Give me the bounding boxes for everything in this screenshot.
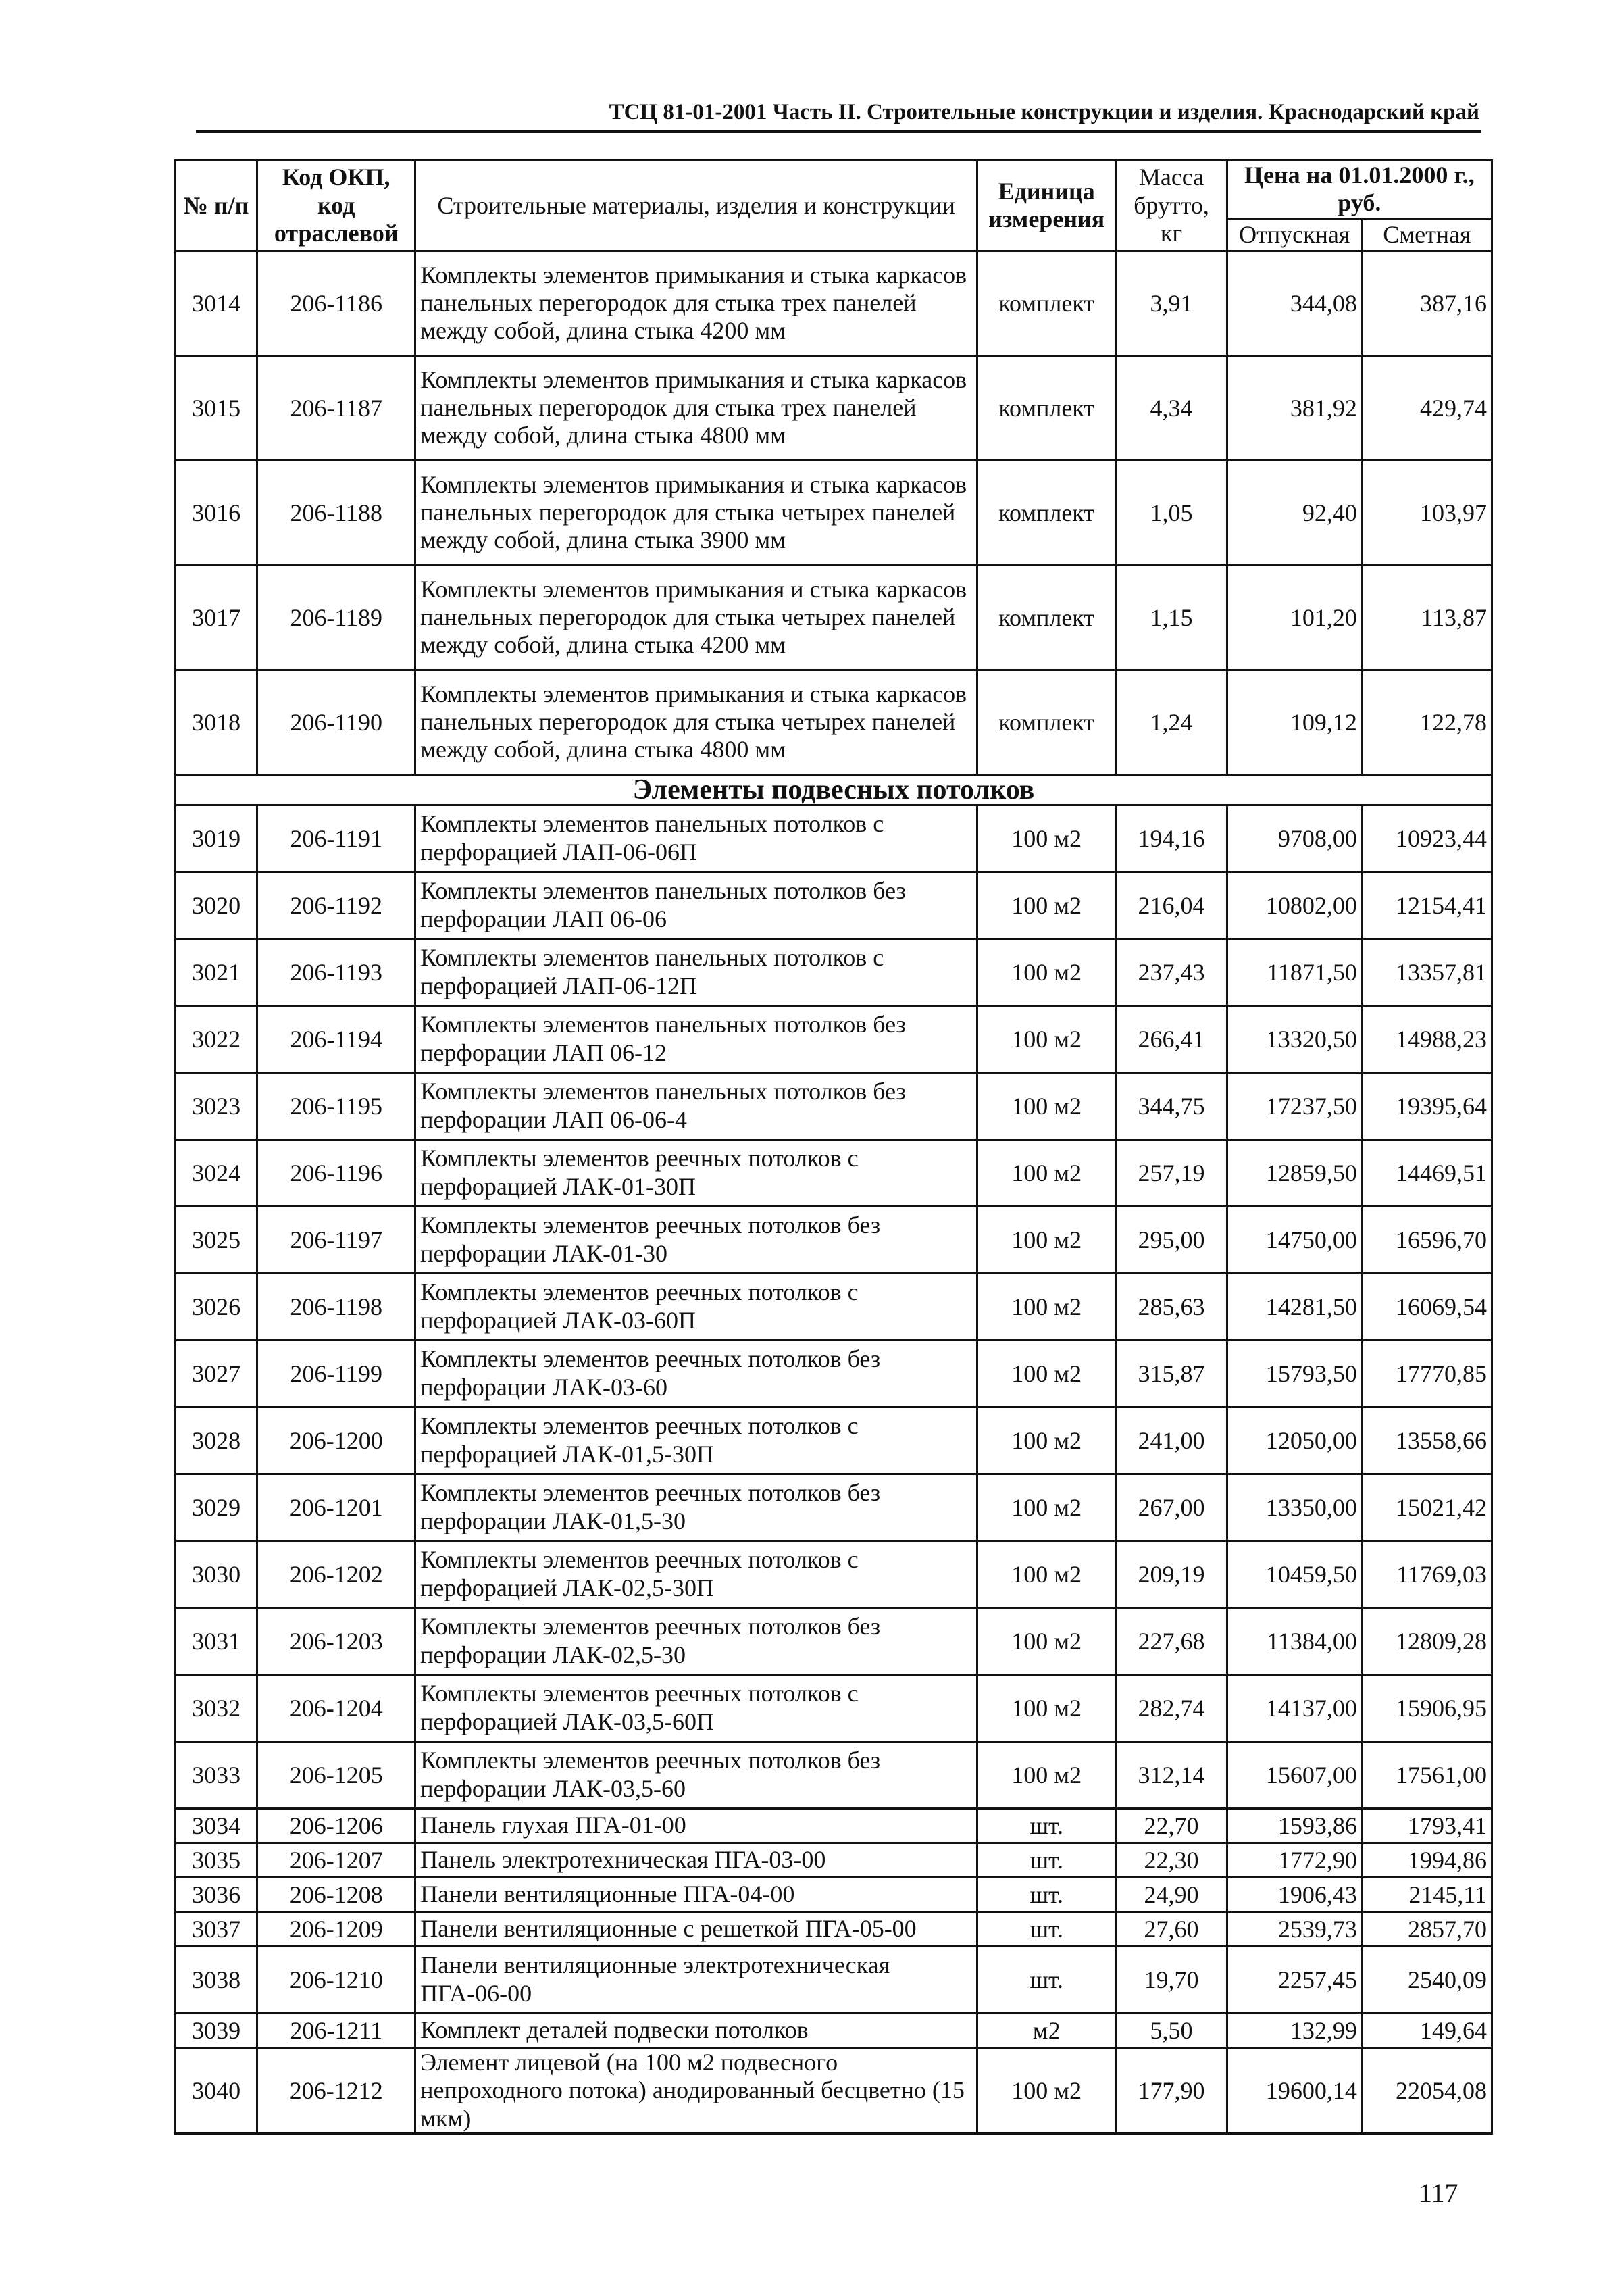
row-code: 206-1198	[257, 1273, 415, 1340]
row-mass: 344,75	[1116, 1072, 1227, 1139]
row-code: 206-1196	[257, 1139, 415, 1206]
row-unit: 100 м2	[977, 1273, 1116, 1340]
row-price-estimate: 13357,81	[1362, 939, 1492, 1005]
row-unit: 100 м2	[977, 872, 1116, 939]
row-mass: 216,04	[1116, 872, 1227, 939]
row-description: Комплект деталей подвески потолков	[415, 2013, 977, 2047]
row-unit: м2	[977, 2013, 1116, 2047]
table-row	[176, 1741, 1492, 1808]
row-mass: 227,68	[1116, 1607, 1227, 1674]
row-price-release: 19600,14	[1227, 2047, 1362, 2133]
row-mass: 295,00	[1116, 1206, 1227, 1273]
row-code: 206-1202	[257, 1541, 415, 1607]
row-code: 206-1207	[257, 1843, 415, 1877]
row-unit: 100 м2	[977, 1407, 1116, 1474]
row-price-estimate: 113,87	[1362, 565, 1492, 670]
row-unit: 100 м2	[977, 1541, 1116, 1607]
row-unit: шт.	[977, 1808, 1116, 1843]
row-price-release: 12859,50	[1227, 1139, 1362, 1206]
table-row	[176, 1206, 1492, 1273]
row-mass: 3,91	[1116, 251, 1227, 355]
row-price-release: 1906,43	[1227, 1877, 1362, 1912]
row-mass: 22,70	[1116, 1808, 1227, 1843]
row-number: 3030	[176, 1541, 257, 1607]
row-number: 3018	[176, 670, 257, 774]
row-mass: 24,90	[1116, 1877, 1227, 1912]
section-row	[176, 774, 1492, 805]
row-price-estimate: 1793,41	[1362, 1808, 1492, 1843]
row-code: 206-1192	[257, 872, 415, 939]
row-price-release: 13320,50	[1227, 1005, 1362, 1072]
row-price-estimate: 12809,28	[1362, 1607, 1492, 1674]
row-description: Комплекты элементов примыкания и стыка каркасов панельных перегородок для стыка трех панелей между собой, длина стыка 4800 мм	[415, 355, 977, 460]
row-code: 206-1212	[257, 2047, 415, 2133]
row-price-estimate: 15906,95	[1362, 1674, 1492, 1741]
row-code: 206-1205	[257, 1741, 415, 1808]
row-price-estimate: 122,78	[1362, 670, 1492, 774]
row-price-estimate: 11769,03	[1362, 1541, 1492, 1607]
row-description: Комплекты элементов реечных потолков с перфорацией ЛАК-03,5-60П	[415, 1674, 977, 1741]
table-body-section	[176, 774, 1492, 805]
col-header-price-estimate: Сметная	[1362, 218, 1492, 251]
row-price-release: 10459,50	[1227, 1541, 1362, 1607]
row-unit: 100 м2	[977, 1607, 1116, 1674]
row-code: 206-1187	[257, 355, 415, 460]
row-description: Комплекты элементов панельных потолков с перфорацией ЛАП-06-12П	[415, 939, 977, 1005]
row-price-estimate: 149,64	[1362, 2013, 1492, 2047]
row-code: 206-1200	[257, 1407, 415, 1474]
row-price-estimate: 2857,70	[1362, 1912, 1492, 1946]
table-row	[176, 2013, 1492, 2047]
section-title: Элементы подвесных потолков	[176, 774, 1492, 805]
row-description: Комплекты элементов примыкания и стыка каркасов панельных перегородок для стыка четырех панелей между собой, длина стыка 3900 мм	[415, 460, 977, 565]
table-row	[176, 939, 1492, 1005]
row-code: 206-1197	[257, 1206, 415, 1273]
row-unit: 100 м2	[977, 805, 1116, 872]
table-row	[176, 872, 1492, 939]
row-description: Комплекты элементов реечных потолков с перфорацией ЛАК-02,5-30П	[415, 1541, 977, 1607]
row-price-release: 2257,45	[1227, 1946, 1362, 2013]
table-row	[176, 1946, 1492, 2013]
col-header-price-group: Цена на 01.01.2000 г., руб.	[1227, 161, 1492, 219]
table-row	[176, 1912, 1492, 1946]
row-mass: 177,90	[1116, 2047, 1227, 2133]
table-row	[176, 805, 1492, 872]
row-mass: 1,24	[1116, 670, 1227, 774]
row-description: Комплекты элементов панельных потолков без перфорации ЛАП 06-06-4	[415, 1072, 977, 1139]
row-code: 206-1206	[257, 1808, 415, 1843]
table-row	[176, 355, 1492, 460]
table-row	[176, 1541, 1492, 1607]
row-code: 206-1193	[257, 939, 415, 1005]
table-body-partitions	[176, 251, 1492, 774]
row-mass: 19,70	[1116, 1946, 1227, 2013]
row-unit: 100 м2	[977, 1340, 1116, 1407]
row-unit: шт.	[977, 1877, 1116, 1912]
row-unit: комплект	[977, 355, 1116, 460]
row-price-estimate: 12154,41	[1362, 872, 1492, 939]
row-price-estimate: 16596,70	[1362, 1206, 1492, 1273]
row-code: 206-1204	[257, 1674, 415, 1741]
row-description: Комплекты элементов панельных потолков без перфорации ЛАП 06-06	[415, 872, 977, 939]
table-row	[176, 1607, 1492, 1674]
row-description: Комплекты элементов реечных потолков с перфорацией ЛАК-01-30П	[415, 1139, 977, 1206]
row-description: Элемент лицевой (на 100 м2 подвесного непроходного потока) анодированный бесцветно (15 мкм)	[415, 2047, 977, 2133]
row-unit: шт.	[977, 1843, 1116, 1877]
running-header: ТСЦ 81-01-2001 Часть II. Строительные конструкции и изделия. Краснодарский край	[609, 100, 1479, 124]
row-number: 3022	[176, 1005, 257, 1072]
row-price-estimate: 14988,23	[1362, 1005, 1492, 1072]
price-table	[174, 159, 1493, 2135]
row-code: 206-1186	[257, 251, 415, 355]
row-price-estimate: 387,16	[1362, 251, 1492, 355]
row-price-release: 14137,00	[1227, 1674, 1362, 1741]
table-body-ceilings	[176, 805, 1492, 1808]
row-unit: 100 м2	[977, 1206, 1116, 1273]
row-number: 3015	[176, 355, 257, 460]
row-price-estimate: 15021,42	[1362, 1474, 1492, 1541]
row-mass: 237,43	[1116, 939, 1227, 1005]
row-price-estimate: 429,74	[1362, 355, 1492, 460]
row-price-release: 381,92	[1227, 355, 1362, 460]
row-description: Панели вентиляционные электротехническая ПГА-06-00	[415, 1946, 977, 2013]
row-price-release: 12050,00	[1227, 1407, 1362, 1474]
table-row	[176, 1273, 1492, 1340]
row-mass: 1,05	[1116, 460, 1227, 565]
row-number: 3040	[176, 2047, 257, 2133]
row-mass: 27,60	[1116, 1912, 1227, 1946]
row-mass: 4,34	[1116, 355, 1227, 460]
row-unit: 100 м2	[977, 1741, 1116, 1808]
row-mass: 22,30	[1116, 1843, 1227, 1877]
row-price-release: 15607,00	[1227, 1741, 1362, 1808]
row-mass: 266,41	[1116, 1005, 1227, 1072]
table-header	[176, 161, 1492, 251]
row-unit: комплект	[977, 251, 1116, 355]
row-number: 3034	[176, 1808, 257, 1843]
col-header-num: № п/п	[176, 161, 257, 251]
row-price-estimate: 2145,11	[1362, 1877, 1492, 1912]
row-description: Комплекты элементов панельных потолков с перфорацией ЛАП-06-06П	[415, 805, 977, 872]
table-row	[176, 1674, 1492, 1741]
row-price-estimate: 13558,66	[1362, 1407, 1492, 1474]
row-number: 3019	[176, 805, 257, 872]
table-row	[176, 251, 1492, 355]
row-price-estimate: 16069,54	[1362, 1273, 1492, 1340]
col-header-desc: Строительные материалы, изделия и конструкции	[415, 161, 977, 251]
table-row	[176, 460, 1492, 565]
table-row	[176, 1139, 1492, 1206]
row-code: 206-1189	[257, 565, 415, 670]
row-number: 3021	[176, 939, 257, 1005]
row-code: 206-1208	[257, 1877, 415, 1912]
row-price-estimate: 19395,64	[1362, 1072, 1492, 1139]
row-unit: шт.	[977, 1946, 1116, 2013]
row-description: Комплекты элементов реечных потолков без перфорации ЛАК-02,5-30	[415, 1607, 977, 1674]
row-description: Комплекты элементов реечных потолков без перфорации ЛАК-03,5-60	[415, 1741, 977, 1808]
row-number: 3038	[176, 1946, 257, 2013]
row-description: Комплекты элементов реечных потолков без перфорации ЛАК-01-30	[415, 1206, 977, 1273]
row-unit: 100 м2	[977, 1674, 1116, 1741]
header-rule	[196, 130, 1481, 133]
row-number: 3023	[176, 1072, 257, 1139]
page-number: 117	[1419, 2178, 1458, 2208]
row-price-estimate: 2540,09	[1362, 1946, 1492, 2013]
row-description: Комплекты элементов реечных потолков с перфорацией ЛАК-01,5-30П	[415, 1407, 977, 1474]
row-code: 206-1190	[257, 670, 415, 774]
row-price-estimate: 17561,00	[1362, 1741, 1492, 1808]
row-number: 3025	[176, 1206, 257, 1273]
row-unit: 100 м2	[977, 1072, 1116, 1139]
row-description: Комплекты элементов панельных потолков без перфорации ЛАП 06-12	[415, 1005, 977, 1072]
row-unit: 100 м2	[977, 1005, 1116, 1072]
row-code: 206-1191	[257, 805, 415, 872]
row-price-release: 14281,50	[1227, 1273, 1362, 1340]
row-number: 3028	[176, 1407, 257, 1474]
col-header-mass: Масса брутто, кг	[1116, 161, 1227, 251]
row-mass: 312,14	[1116, 1741, 1227, 1808]
row-description: Комплекты элементов примыкания и стыка каркасов панельных перегородок для стыка четырех панелей между собой, длина стыка 4800 мм	[415, 670, 977, 774]
row-mass: 5,50	[1116, 2013, 1227, 2047]
row-code: 206-1194	[257, 1005, 415, 1072]
row-description: Комплекты элементов примыкания и стыка каркасов панельных перегородок для стыка трех панелей между собой, длина стыка 4200 мм	[415, 251, 977, 355]
row-mass: 194,16	[1116, 805, 1227, 872]
row-number: 3032	[176, 1674, 257, 1741]
row-price-estimate: 10923,44	[1362, 805, 1492, 872]
row-mass: 257,19	[1116, 1139, 1227, 1206]
row-description: Панель глухая ПГА-01-00	[415, 1808, 977, 1843]
row-number: 3026	[176, 1273, 257, 1340]
row-mass: 267,00	[1116, 1474, 1227, 1541]
table-row	[176, 1005, 1492, 1072]
table-row	[176, 1407, 1492, 1474]
table-row	[176, 1808, 1492, 1843]
table-row	[176, 2047, 1492, 2133]
row-unit: комплект	[977, 460, 1116, 565]
row-description: Комплекты элементов примыкания и стыка каркасов панельных перегородок для стыка четырех панелей между собой, длина стыка 4200 мм	[415, 565, 977, 670]
row-price-release: 2539,73	[1227, 1912, 1362, 1946]
row-price-release: 1772,90	[1227, 1843, 1362, 1877]
table-row	[176, 670, 1492, 774]
table-row	[176, 1843, 1492, 1877]
row-number: 3027	[176, 1340, 257, 1407]
row-code: 206-1211	[257, 2013, 415, 2047]
row-number: 3031	[176, 1607, 257, 1674]
row-price-release: 15793,50	[1227, 1340, 1362, 1407]
row-description: Панель электротехническая ПГА-03-00	[415, 1843, 977, 1877]
row-number: 3029	[176, 1474, 257, 1541]
row-unit: 100 м2	[977, 1139, 1116, 1206]
row-price-release: 9708,00	[1227, 805, 1362, 872]
row-price-estimate: 14469,51	[1362, 1139, 1492, 1206]
row-number: 3016	[176, 460, 257, 565]
row-price-release: 109,12	[1227, 670, 1362, 774]
row-code: 206-1199	[257, 1340, 415, 1407]
row-code: 206-1188	[257, 460, 415, 565]
row-number: 3020	[176, 872, 257, 939]
row-price-estimate: 103,97	[1362, 460, 1492, 565]
row-mass: 241,00	[1116, 1407, 1227, 1474]
row-unit: комплект	[977, 670, 1116, 774]
row-price-estimate: 1994,86	[1362, 1843, 1492, 1877]
row-price-release: 344,08	[1227, 251, 1362, 355]
col-header-unit: Единица измерения	[977, 161, 1116, 251]
row-price-estimate: 17770,85	[1362, 1340, 1492, 1407]
row-code: 206-1201	[257, 1474, 415, 1541]
row-price-estimate: 22054,08	[1362, 2047, 1492, 2133]
row-price-release: 13350,00	[1227, 1474, 1362, 1541]
row-mass: 1,15	[1116, 565, 1227, 670]
row-number: 3017	[176, 565, 257, 670]
row-description: Панели вентиляционные ПГА-04-00	[415, 1877, 977, 1912]
row-price-release: 101,20	[1227, 565, 1362, 670]
row-code: 206-1203	[257, 1607, 415, 1674]
row-number: 3036	[176, 1877, 257, 1912]
row-price-release: 17237,50	[1227, 1072, 1362, 1139]
row-code: 206-1209	[257, 1912, 415, 1946]
row-price-release: 11871,50	[1227, 939, 1362, 1005]
row-description: Комплекты элементов реечных потолков без перфорации ЛАК-01,5-30	[415, 1474, 977, 1541]
row-mass: 282,74	[1116, 1674, 1227, 1741]
row-unit: 100 м2	[977, 939, 1116, 1005]
row-unit: комплект	[977, 565, 1116, 670]
row-price-release: 11384,00	[1227, 1607, 1362, 1674]
table-row	[176, 1340, 1492, 1407]
row-number: 3033	[176, 1741, 257, 1808]
row-price-release: 10802,00	[1227, 872, 1362, 939]
row-code: 206-1210	[257, 1946, 415, 2013]
row-price-release: 132,99	[1227, 2013, 1362, 2047]
row-price-release: 14750,00	[1227, 1206, 1362, 1273]
row-mass: 285,63	[1116, 1273, 1227, 1340]
row-unit: 100 м2	[977, 2047, 1116, 2133]
row-unit: 100 м2	[977, 1474, 1116, 1541]
row-price-release: 92,40	[1227, 460, 1362, 565]
row-number: 3014	[176, 251, 257, 355]
row-description: Панели вентиляционные с решеткой ПГА-05-00	[415, 1912, 977, 1946]
table-body-panels	[176, 1808, 1492, 2133]
row-description: Комплекты элементов реечных потолков без перфорации ЛАК-03-60	[415, 1340, 977, 1407]
row-number: 3037	[176, 1912, 257, 1946]
row-price-release: 1593,86	[1227, 1808, 1362, 1843]
row-code: 206-1195	[257, 1072, 415, 1139]
row-number: 3024	[176, 1139, 257, 1206]
row-number: 3035	[176, 1843, 257, 1877]
col-header-price-release: Отпускная	[1227, 218, 1362, 251]
table-row	[176, 565, 1492, 670]
row-description: Комплекты элементов реечных потолков с перфорацией ЛАК-03-60П	[415, 1273, 977, 1340]
row-mass: 209,19	[1116, 1541, 1227, 1607]
table-row	[176, 1877, 1492, 1912]
row-mass: 315,87	[1116, 1340, 1227, 1407]
row-unit: шт.	[977, 1912, 1116, 1946]
table-row	[176, 1474, 1492, 1541]
row-number: 3039	[176, 2013, 257, 2047]
col-header-code: Код ОКП, код отраслевой	[257, 161, 415, 251]
table-row	[176, 1072, 1492, 1139]
